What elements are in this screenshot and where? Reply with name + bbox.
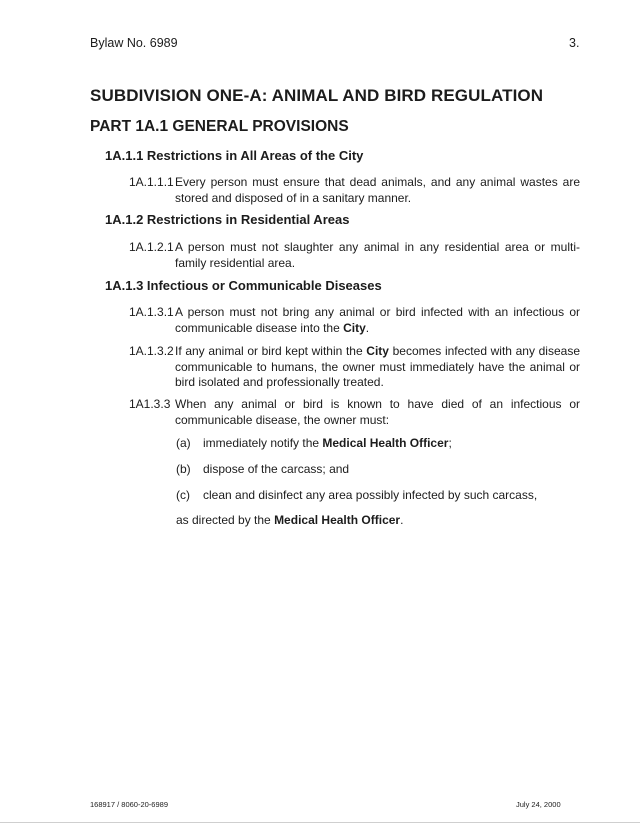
item-text: clean and disinfect any area possibly infected by such carcass, <box>203 488 538 502</box>
clause-text: Every person must ensure that dead animals, and any animal wastes are stored and disposed of in a sanitary manner. <box>175 175 580 205</box>
section-title-1a12: 1A.1.2 Restrictions in Residential Areas <box>105 212 350 227</box>
item-text: dispose of the carcass; and <box>203 462 350 476</box>
document-reference: 168917 / 8060-20-6989 <box>90 800 168 809</box>
section-title-1a11: 1A.1.1 Restrictions in All Areas of the City <box>105 148 364 163</box>
clause-number: 1A.1.3.1 <box>129 305 174 319</box>
part-title: PART 1A.1 GENERAL PROVISIONS <box>90 118 349 135</box>
clause-1a121 <box>129 240 580 271</box>
item-text: immediately notify the Medical Health Officer; <box>203 436 452 450</box>
item-label: (a) <box>176 436 191 450</box>
defined-term-mho: Medical Health Officer <box>274 513 401 527</box>
item-label: (c) <box>176 488 190 502</box>
clause-number: 1A1.3.3 <box>129 397 171 411</box>
clause-number: 1A.1.1.1 <box>129 175 174 189</box>
clause-1a132 <box>129 344 580 391</box>
clause-number: 1A.1.3.2 <box>129 344 174 358</box>
clause-number: 1A.1.2.1 <box>129 240 174 254</box>
document-date: July 24, 2000 <box>516 800 561 809</box>
defined-term-city: City <box>343 320 366 335</box>
clause-1a133 <box>129 397 580 428</box>
scan-edge-line <box>0 822 640 823</box>
clause-1a131 <box>129 305 580 336</box>
clause-1a111 <box>129 175 580 206</box>
clause-text: A person must not bring any animal or bird infected with an infectious or communicable disease into the City. <box>175 305 580 335</box>
defined-term-mho: Medical Health Officer <box>322 436 449 450</box>
defined-term-city: City <box>366 344 389 358</box>
clause-text: If any animal or bird kept within the City becomes infected with any disease communicable to humans, the owner must immediately have the animal or bird isolated and professionally treated. <box>175 344 580 389</box>
bylaw-number: Bylaw No. 6989 <box>90 36 178 50</box>
clause-text: When any animal or bird is known to have died of an infectious or communicable disease, the owner must: <box>175 397 580 427</box>
item-label: (b) <box>176 462 191 476</box>
page-number: 3. <box>569 36 580 50</box>
subdivision-title: SUBDIVISION ONE-A: ANIMAL AND BIRD REGULATION <box>90 86 544 105</box>
closing-clause: as directed by the Medical Health Officer. <box>176 513 404 527</box>
clause-text: A person must not slaughter any animal in any residential area or multi-family residential area. <box>175 240 580 270</box>
section-title-1a13: 1A.1.3 Infectious or Communicable Diseases <box>105 278 382 293</box>
